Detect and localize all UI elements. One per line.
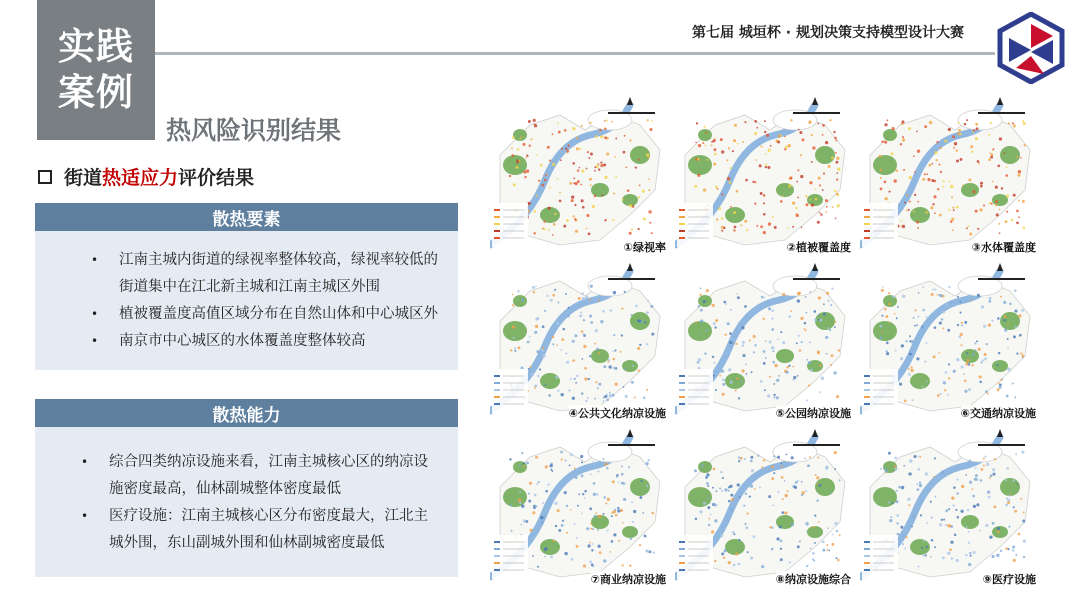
header-divider <box>155 52 995 55</box>
city-map-graphic <box>860 261 1040 423</box>
city-map-graphic <box>675 427 855 589</box>
map-panel <box>860 427 1040 589</box>
city-map-graphic <box>490 95 670 257</box>
section-heading-highlight: 热适应力 <box>102 167 179 189</box>
map-label: ⑧纳凉设施综合 <box>775 573 851 586</box>
city-map-graphic <box>675 261 855 423</box>
map-grid <box>490 95 1050 595</box>
city-map-graphic <box>860 427 1040 589</box>
section-heading <box>38 163 254 190</box>
contest-title: 第七届 城垣杯 · 规划决策支持模型设计大赛 <box>692 25 964 41</box>
map-label: ⑨医疗设施 <box>982 573 1036 586</box>
square-bullet-icon <box>38 170 52 184</box>
badge-line-1: 实践 <box>58 25 134 68</box>
map-panel <box>675 261 855 423</box>
list-item: • 综合四类纳凉设施来看，江南主城核心区的纳凉设施密度最高，仙林副城整体密度最低 <box>109 449 442 503</box>
list-item: • 南京市中心城区的水体覆盖度整体较高 <box>119 328 438 355</box>
section-heading-prefix: 街道 <box>64 167 103 189</box>
badge-line-2: 案例 <box>58 71 134 114</box>
city-map-graphic <box>490 427 670 589</box>
map-panel <box>675 427 855 589</box>
section-badge <box>37 0 155 140</box>
map-panel <box>860 95 1040 257</box>
panel-heat-elements-title: 散热要素 <box>35 203 458 231</box>
page-subtitle: 热风险识别结果 <box>166 116 342 145</box>
map-label: ②植被覆盖度 <box>786 241 851 254</box>
list-item: • 江南主城内街道的绿视率整体较高，绿视率较低的街道集中在江北新主城和江南主城区外围 <box>119 247 438 301</box>
city-map-graphic <box>860 95 1040 257</box>
city-map-graphic <box>490 261 670 423</box>
map-label: ⑤公园纳凉设施 <box>775 407 851 420</box>
map-panel <box>490 95 670 257</box>
map-label: ③水体覆盖度 <box>971 241 1036 254</box>
map-panel <box>860 261 1040 423</box>
map-panel <box>490 261 670 423</box>
map-label: ①绿视率 <box>623 241 666 254</box>
map-label: ⑦商业纳凉设施 <box>590 573 666 586</box>
list-item: • 植被覆盖度高值区域分布在自然山体和中心城区外 <box>119 301 438 328</box>
contest-logo-icon <box>996 12 1066 84</box>
panel-heat-capacity-body <box>35 427 458 577</box>
city-map-graphic <box>675 95 855 257</box>
map-panel <box>675 95 855 257</box>
map-label: ⑥交通纳凉设施 <box>960 407 1036 420</box>
panel-heat-elements-body <box>35 231 458 370</box>
panel-heat-capacity-title: 散热能力 <box>35 399 458 427</box>
map-label: ④公共文化纳凉设施 <box>568 407 666 420</box>
map-panel <box>490 427 670 589</box>
list-item: • 医疗设施：江南主城核心区分布密度最大，江北主城外围，东山副城外围和仙林副城密度最低 <box>109 503 442 557</box>
section-heading-suffix: 评价结果 <box>178 167 255 189</box>
